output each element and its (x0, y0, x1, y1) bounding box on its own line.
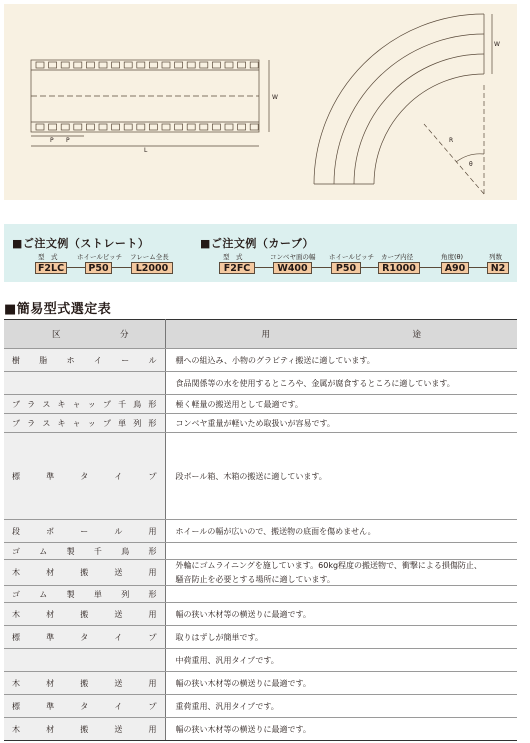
table-row (4, 626, 517, 649)
wheel (225, 62, 233, 68)
wheel (36, 124, 44, 130)
order-curve-title: ■ご注文例（カーブ） (200, 237, 314, 250)
table-row (4, 543, 517, 560)
wheel (49, 62, 57, 68)
code-label: コンベヤ面の幅 (270, 253, 316, 261)
code-box: R1000 (378, 262, 420, 274)
use-cell: 棚への組込み、小物のグラビティ搬送に適しています。 (165, 349, 517, 372)
code-label: カーブ内径 (381, 253, 414, 261)
category-cell: 木 材 搬 送 用 (4, 603, 165, 626)
table-row (4, 349, 517, 372)
length-label: L (144, 147, 148, 154)
table-row (4, 586, 517, 603)
code-box: P50 (331, 262, 361, 274)
use-cell: 取りはずしが簡単です。 (165, 626, 517, 649)
header-use: 用 途 (165, 320, 517, 349)
wheel (99, 62, 107, 68)
width-label: W (272, 94, 278, 101)
code-label: 列数 (489, 253, 502, 261)
code-label: 角度(θ) (441, 253, 464, 261)
category-cell: ブ ラ ス キ ャ ッ プ 千 鳥 形 (4, 395, 165, 414)
category-cell: 木 材 搬 送 用 (4, 672, 165, 695)
wheel (162, 124, 170, 130)
wheel (86, 124, 94, 130)
use-cell: 極く軽量の搬送用として最適です。 (165, 395, 517, 414)
code-box: F2LC (35, 262, 67, 274)
use-cell: 外輪にゴムライニングを施しています。60kg程度の搬送物で、衝撃による損傷防止、 騒音防止を必要とする場所に適しています。 (165, 560, 517, 586)
wheel (137, 124, 145, 130)
category-cell: ゴ ム 製 単 列 形 (4, 586, 165, 603)
use-cell: 食品関係等の水を使用するところや、金属が腐食するところに適しています。 (165, 372, 517, 395)
wheel (61, 124, 69, 130)
pitch-label-2: P (66, 137, 70, 144)
category-cell: 標 準 タ イ プ (4, 626, 165, 649)
wheel (212, 62, 220, 68)
wheel (36, 62, 44, 68)
category-cell: ゴ ム 製 千 鳥 形 (4, 543, 165, 560)
table-row (4, 372, 517, 395)
wheel (238, 62, 246, 68)
table-row (4, 433, 517, 520)
wheel (112, 62, 120, 68)
pitch-label: P (50, 137, 54, 144)
wheel (61, 62, 69, 68)
wheel (200, 124, 208, 130)
header-category: 区 分 (4, 320, 165, 349)
category-cell: ブ ラ ス キ ャ ッ プ 単 列 形 (4, 414, 165, 433)
table-row (4, 695, 517, 718)
wheel (238, 124, 246, 130)
wheel (74, 124, 82, 130)
use-cell: ホイールの幅が広いので、搬送物の底面を傷めません。 (165, 520, 517, 543)
wheel (187, 62, 195, 68)
wheel (149, 62, 157, 68)
use-cell: 重荷重用、汎用タイプです。 (165, 695, 517, 718)
wheel (112, 124, 120, 130)
selection-table-title: ■簡易型式選定表 (4, 302, 112, 317)
table-row (4, 520, 517, 543)
table-row (4, 603, 517, 626)
wheel (212, 124, 220, 130)
table-row (4, 560, 517, 586)
code-label: ホイールピッチ (329, 253, 375, 261)
category-cell (4, 649, 165, 672)
conveyor-drawing (4, 4, 517, 200)
use-cell: コンベヤ重量が軽いため取扱いが容易です。 (165, 414, 517, 433)
wheel (149, 124, 157, 130)
code-box: A90 (441, 262, 469, 274)
wheel (187, 124, 195, 130)
code-label: フレーム全長 (130, 253, 169, 261)
wheel (99, 124, 107, 130)
wheel (124, 124, 132, 130)
table-row (4, 672, 517, 695)
radius-label: R (449, 137, 454, 144)
code-box: N2 (487, 262, 509, 274)
category-cell: 木 材 搬 送 用 (4, 718, 165, 741)
code-label: ホイールピッチ (77, 253, 123, 261)
table-row (4, 718, 517, 741)
code-label: 型 式 (223, 253, 243, 261)
code-label: 型 式 (38, 253, 58, 261)
code-box: P50 (85, 262, 112, 274)
code-box: W400 (273, 262, 312, 274)
use-cell: 幅の狭い木材等の横送りに最適です。 (165, 718, 517, 741)
wheel (250, 62, 258, 68)
category-cell: 標 準 タ イ プ (4, 433, 165, 520)
category-cell: 標 準 タ イ プ (4, 695, 165, 718)
code-box: L2000 (131, 262, 173, 274)
wheel (74, 62, 82, 68)
category-cell: 段 ボ ー ル 用 (4, 520, 165, 543)
selection-table (4, 319, 517, 741)
use-cell: 段ボール箱、木箱の搬送に適しています。 (165, 433, 517, 520)
wheel (200, 62, 208, 68)
use-cell: 中荷重用、汎用タイプです。 (165, 649, 517, 672)
wheel (86, 62, 94, 68)
wheel (137, 62, 145, 68)
table-row (4, 414, 517, 433)
code-box: F2FC (219, 262, 255, 274)
use-cell (165, 586, 517, 603)
use-cell (165, 543, 517, 560)
wheel (124, 62, 132, 68)
angle-label: θ (469, 161, 473, 168)
wheel (175, 62, 183, 68)
table-row (4, 395, 517, 414)
wheel (225, 124, 233, 130)
wheel (49, 124, 57, 130)
technical-drawing (4, 4, 517, 200)
wheel (162, 62, 170, 68)
table-row (4, 649, 517, 672)
use-cell: 幅の狭い木材等の横送りに最適です。 (165, 603, 517, 626)
wheel (175, 124, 183, 130)
order-example-panel (4, 224, 517, 282)
category-cell: 木 材 搬 送 用 (4, 560, 165, 586)
category-cell (4, 372, 165, 395)
wheel (250, 124, 258, 130)
curve-width-label: W (494, 41, 500, 48)
use-cell: 幅の狭い木材等の横送りに最適です。 (165, 672, 517, 695)
order-straight-title: ■ご注文例（ストレート） (12, 237, 150, 250)
category-cell: 樹 脂 ホ イ ー ル (4, 349, 165, 372)
